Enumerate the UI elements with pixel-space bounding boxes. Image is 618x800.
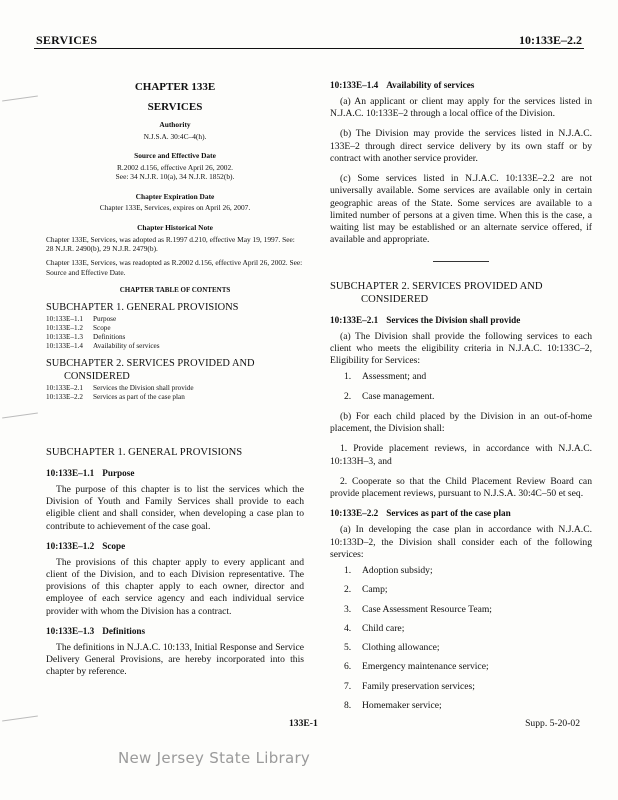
list-item: [344, 391, 592, 403]
list-item-number: 4.: [344, 622, 352, 634]
list-item: [344, 642, 592, 654]
toc-item-title: Scope: [93, 323, 111, 332]
toc-item-number: 10:133E–1.3: [46, 332, 83, 341]
section-1-4-a: (a) An applicant or client may apply for the services listed in N.J.A.C. 10:133E–2 through a local office of the Division.: [330, 95, 592, 120]
section-number: 10:133E–1.2: [46, 540, 95, 551]
list-item-number: 2.: [344, 584, 352, 596]
section-title: Purpose: [102, 468, 135, 479]
history-note-1: Chapter 133E, Services, was adopted as R.1997 d.210, effective May 19, 1997. See: 28 N.J.R. 2490(b), 29 N.J.R. 2479(b).: [46, 234, 295, 254]
section-number: 10:133E–2.2: [330, 508, 379, 519]
subchapter-2-line-1: SUBCHAPTER 2. SERVICES PROVIDED AND: [330, 280, 543, 292]
list-item: [344, 584, 592, 596]
left-column: [46, 80, 304, 687]
running-header-left: SERVICES: [36, 33, 98, 47]
toc-item-number: 10:133E–1.1: [46, 314, 83, 323]
section-title: Scope: [102, 540, 126, 551]
scan-mark: [2, 715, 38, 721]
section-2-1-a: (a) The Division shall provide the following services to each client who meets the eligibility criteria in N.J.A.C. 10:133C–2, Eligibility for Services:: [330, 330, 592, 367]
list-item-text: Clothing allowance;: [362, 642, 440, 654]
section-2-1-b-2: 2. Cooperate so that the Child Placement Review Board can provide placement reviews, pursuant to N.J.S.A. 30:4C–50 et seq.: [330, 475, 592, 500]
right-column: [330, 80, 592, 720]
section-1-4-heading: [330, 80, 592, 92]
list-item-number: 5.: [344, 642, 352, 654]
list-item-text: Emergency maintenance service;: [362, 661, 489, 673]
list-item-number: 7.: [344, 680, 352, 692]
history-note-2: Chapter 133E, Services, was readopted as R.2002 d.156, effective April 26, 2002. See: Source and Effective Date.: [46, 258, 303, 277]
toc-item-title: Purpose: [93, 314, 117, 323]
toc-item-number: 10:133E–2.1: [46, 384, 83, 393]
list-item-text: Family preservation services;: [362, 680, 475, 692]
toc-item: [46, 333, 304, 342]
section-title: Services the Division shall provide: [386, 314, 521, 325]
toc-subchapter-2-line-1: SUBCHAPTER 2. SERVICES PROVIDED AND: [46, 357, 255, 369]
toc-subchapter-2-list: [46, 384, 304, 402]
list-item: [344, 604, 592, 616]
chapter-number: CHAPTER 133E: [134, 81, 216, 93]
scan-mark: [2, 412, 38, 418]
section-1-3-heading: [46, 626, 304, 638]
toc-item-title: Services the Division shall provide: [93, 384, 194, 393]
running-header-right: 10:133E–2.2: [519, 33, 582, 47]
chapter-title: SERVICES: [147, 101, 203, 114]
toc-item-title: Availability of services: [93, 341, 160, 350]
history-heading: Chapter Historical Note: [137, 223, 213, 233]
supplement-date: Supp. 5-20-02: [525, 718, 580, 729]
toc-item-number: 10:133E–2.2: [46, 393, 83, 402]
section-title: Availability of services: [386, 80, 475, 90]
section-2-1-b: (b) For each child placed by the Division in an out-of-home placement, the Division shall:: [330, 410, 592, 435]
toc-item: [46, 384, 304, 393]
source-line-1: R.2002 d.156, effective April 26, 2002.: [116, 162, 234, 172]
toc-item-number: 10:133E–1.4: [46, 341, 83, 350]
section-2-1-b-1: 1. Provide placement reviews, in accordance with N.J.A.C. 10:133H–3, and: [330, 443, 592, 467]
section-number: 10:133E–1.1: [46, 468, 95, 479]
list-item: [344, 681, 592, 693]
toc-item-title: Services as part of the case plan: [93, 393, 185, 402]
list-item: [344, 661, 592, 673]
toc-subchapter-1-list: [46, 315, 304, 351]
authority-heading: Authority: [159, 120, 191, 130]
section-2-2-a-list: [330, 565, 592, 712]
toc-subchapter-1: SUBCHAPTER 1. GENERAL PROVISIONS: [46, 301, 239, 313]
section-number: 10:133E–1.4: [330, 80, 379, 90]
section-1-4-c: (c) Some services listed in N.J.A.C. 10:133E–2.2 are not universally available. Some services are available only in certain geographic areas of the State. Some services are available to a limited number of persons at a given time. When this is the case, a waiting list may be established or an alternate service offered, if available and appropriate.: [330, 173, 592, 246]
list-item-text: Case Assessment Resource Team;: [362, 603, 492, 615]
list-item: [344, 565, 592, 577]
expiration-text: Chapter 133E, Services, expires on April 26, 2007.: [99, 203, 251, 213]
authority-text: N.J.S.A. 30:4C–4(h).: [143, 131, 207, 141]
toc-item: [46, 324, 304, 333]
section-1-4-b: (b) The Division may provide the services listed in N.J.A.C. 133E–2 through direct service delivery by its own staff or by contract with another service provider.: [330, 128, 592, 164]
list-item-text: Homemaker service;: [362, 699, 442, 711]
list-item-number: 1.: [344, 565, 352, 577]
section-2-2-a: (a) In developing the case plan in accordance with N.J.A.C. 10:133D–2, the Division shall consider each of the following services:: [330, 524, 592, 560]
toc-item-title: Definitions: [93, 332, 126, 341]
list-item-number: 8.: [344, 699, 352, 711]
section-1-3-text: The definitions in N.J.A.C. 10:133, Initial Response and Service Delivery General Provisions, are hereby incorporated into this chapter by reference.: [46, 641, 304, 678]
section-number: 10:133E–1.3: [46, 625, 95, 636]
section-title: Definitions: [102, 625, 146, 636]
subchapter-2-line-2: CONSIDERED: [361, 294, 429, 306]
section-2-2-heading: [330, 508, 592, 520]
toc-subchapter-2-line-2: CONSIDERED: [64, 371, 130, 383]
section-divider: [433, 261, 489, 262]
toc-item-number: 10:133E–1.2: [46, 323, 83, 332]
list-item-text: Camp;: [362, 584, 388, 596]
history-notes: [46, 235, 304, 278]
source-line-2: See: 34 N.J.R. 10(a), 34 N.J.R. 1852(b).: [115, 172, 235, 182]
scan-mark: [2, 95, 38, 101]
toc-item: [46, 342, 304, 351]
subchapter-1-heading: SUBCHAPTER 1. GENERAL PROVISIONS: [46, 447, 243, 459]
list-item-text: Case management.: [362, 390, 435, 402]
library-watermark: New Jersey State Library: [118, 749, 311, 767]
page-number: 133E-1: [289, 718, 318, 729]
list-item-text: Adoption subsidy;: [362, 565, 433, 577]
section-1-2-text: The provisions of this chapter apply to every applicant and client of the Division, and to each Division representative. The provisions of this chapter apply to each owner, director and employee of each service agency and each individual service provider with whom the Division has a contract.: [46, 556, 304, 617]
list-item-number: 2.: [344, 390, 352, 402]
list-item-text: Assessment; and: [362, 371, 427, 383]
list-item: [344, 623, 592, 635]
list-item-number: 3.: [344, 603, 352, 615]
subchapter-2-heading: [330, 280, 592, 307]
list-item: [344, 371, 592, 383]
section-2-1-heading: [330, 315, 592, 327]
list-item-text: Child care;: [362, 622, 405, 634]
section-1-1-text: The purpose of this chapter is to list the services which the Division of Youth and Family Services shall provide to each eligible client and shall consider, when developing a case plan to contribute to achievement of the case goal.: [46, 483, 304, 532]
list-item-number: 1.: [344, 371, 352, 383]
section-1-1-heading: [46, 468, 304, 480]
section-title: Services as part of the case plan: [386, 508, 511, 519]
section-number: 10:133E–2.1: [330, 314, 379, 325]
section-1-2-heading: [46, 541, 304, 553]
expiration-heading: Chapter Expiration Date: [135, 191, 215, 201]
list-item-number: 6.: [344, 661, 352, 673]
toc-heading: CHAPTER TABLE OF CONTENTS: [119, 285, 231, 294]
list-item: [344, 700, 592, 712]
header-rule: [34, 48, 584, 49]
section-2-1-a-list: [330, 371, 592, 403]
toc-subchapter-2: [46, 357, 304, 384]
toc-item: [46, 315, 304, 324]
source-heading: Source and Effective Date: [134, 151, 216, 161]
toc-item: [46, 393, 304, 402]
